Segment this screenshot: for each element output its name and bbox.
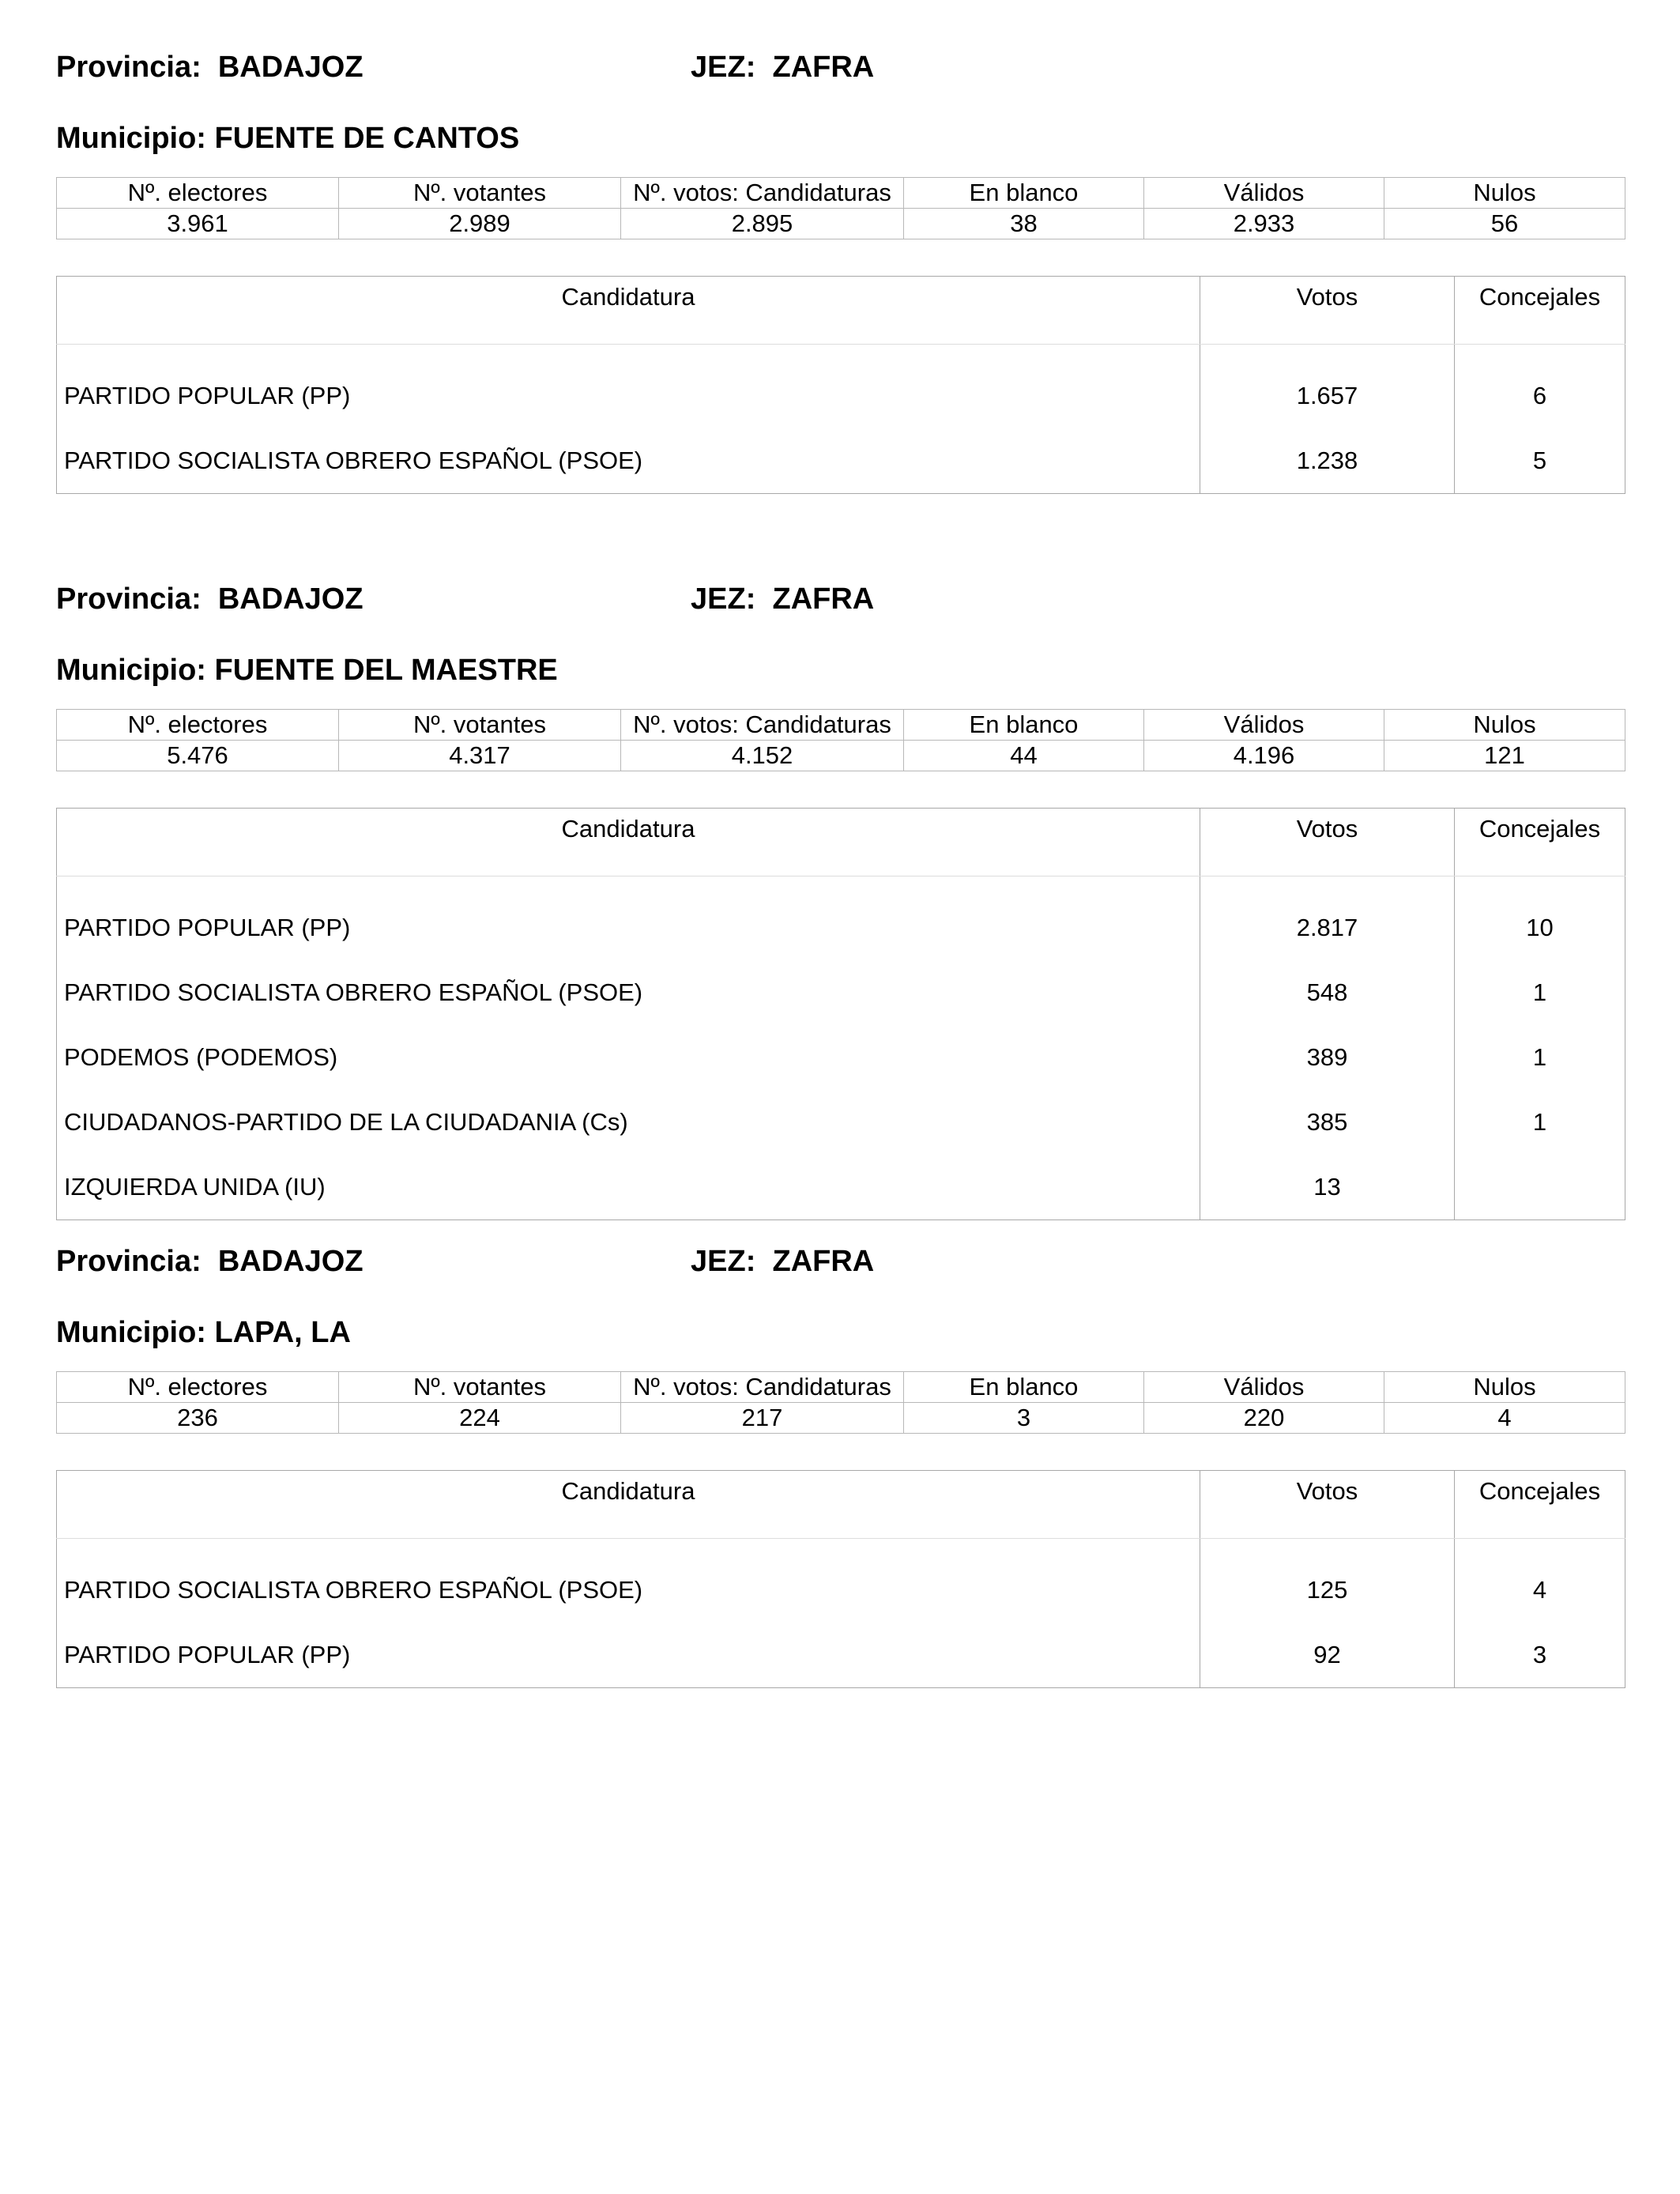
summary-header-cell: En blanco — [904, 1372, 1144, 1403]
municipio-section — [56, 47, 1625, 474]
candidatura-concejales: 1 — [1455, 960, 1625, 1025]
summary-header-cell: Válidos — [1144, 1372, 1384, 1403]
summary-value-cell: 3 — [904, 1403, 1144, 1434]
summary-header-row — [57, 178, 1625, 209]
summary-value-cell: 44 — [904, 741, 1144, 771]
summary-header-cell: Nº. votantes — [339, 710, 621, 741]
jez-label: JEZ: ZAFRA — [691, 51, 875, 84]
candidatura-concejales — [1455, 1155, 1625, 1220]
summary-header-cell: Nº. electores — [57, 178, 339, 209]
candidatura-votos: 125 — [1200, 1558, 1455, 1623]
candidatura-name: PARTIDO SOCIALISTA OBRERO ESPAÑOL (PSOE) — [64, 447, 643, 474]
summary-header-cell: En blanco — [904, 178, 1144, 209]
candidatura-header: Candidatura — [57, 1471, 1200, 1539]
summary-value-cell: 5.476 — [57, 741, 339, 771]
candidaturas-header-row — [57, 277, 1625, 345]
votos-header: Votos — [1200, 277, 1455, 345]
candidatura-name: PARTIDO POPULAR (PP) — [64, 382, 351, 409]
candidatura-name: PARTIDO POPULAR (PP) — [64, 1641, 351, 1668]
summary-header-cell: Nº. electores — [57, 710, 339, 741]
summary-header-cell: Nº. electores — [57, 1372, 339, 1403]
candidatura-votos: 92 — [1200, 1623, 1455, 1688]
summary-header-cell: Nº. votantes — [339, 1372, 621, 1403]
concejales-header: Concejales — [1455, 1471, 1625, 1539]
section-header — [56, 47, 1625, 87]
candidatura-concejales: 3 — [1455, 1623, 1625, 1688]
provincia-label: Provincia: BADAJOZ — [56, 1245, 363, 1278]
candidatura-header: Candidatura — [57, 809, 1200, 876]
candidatura-name: CIUDADANOS-PARTIDO DE LA CIUDADANIA (Cs) — [64, 1108, 628, 1136]
candidaturas-header-row — [57, 809, 1625, 876]
candidatura-concejales: 6 — [1455, 364, 1625, 428]
spacer-row — [57, 876, 1625, 896]
municipio-title: Municipio: LAPA, LA — [56, 1316, 351, 1349]
candidatura-votos: 13 — [1200, 1155, 1455, 1220]
municipio-section — [56, 579, 1625, 1201]
summary-header-row — [57, 1372, 1625, 1403]
candidatura-row — [57, 1090, 1625, 1155]
summary-header-cell: Válidos — [1144, 178, 1384, 209]
candidatura-concejales: 1 — [1455, 1090, 1625, 1155]
candidatura-name: IZQUIERDA UNIDA (IU) — [64, 1173, 326, 1201]
summary-header-cell: En blanco — [904, 710, 1144, 741]
summary-value-cell: 220 — [1144, 1403, 1384, 1434]
candidatura-concejales: 5 — [1455, 428, 1625, 494]
candidatura-concejales: 10 — [1455, 895, 1625, 960]
summary-header-cell: Nº. votos: Candidaturas — [621, 1372, 904, 1403]
candidatura-concejales: 1 — [1455, 1025, 1625, 1090]
votos-header: Votos — [1200, 1471, 1455, 1539]
candidatura-row — [57, 1623, 1625, 1688]
spacer-row — [57, 1539, 1625, 1559]
spacer-row — [57, 345, 1625, 364]
candidatura-row — [57, 895, 1625, 960]
summary-header-cell: Nº. votantes — [339, 178, 621, 209]
summary-value-cell: 2.933 — [1144, 209, 1384, 239]
section-header — [56, 1242, 1625, 1281]
candidaturas-table — [56, 1470, 1625, 1688]
summary-value-cell: 4.317 — [339, 741, 621, 771]
summary-value-cell: 38 — [904, 209, 1144, 239]
summary-header-cell: Nulos — [1384, 1372, 1625, 1403]
summary-value-cell: 3.961 — [57, 209, 339, 239]
candidatura-name: PODEMOS (PODEMOS) — [64, 1043, 338, 1071]
jez-label: JEZ: ZAFRA — [691, 582, 875, 616]
candidatura-row — [57, 428, 1625, 494]
candidatura-name: PARTIDO SOCIALISTA OBRERO ESPAÑOL (PSOE) — [64, 1576, 643, 1604]
candidatura-votos: 389 — [1200, 1025, 1455, 1090]
provincia-label: Provincia: BADAJOZ — [56, 51, 363, 84]
candidaturas-header-row — [57, 1471, 1625, 1539]
candidatura-row — [57, 1558, 1625, 1623]
votos-header: Votos — [1200, 809, 1455, 876]
summary-header-cell: Nulos — [1384, 710, 1625, 741]
candidaturas-table — [56, 808, 1625, 1220]
candidatura-votos: 385 — [1200, 1090, 1455, 1155]
candidatura-name: PARTIDO SOCIALISTA OBRERO ESPAÑOL (PSOE) — [64, 978, 643, 1006]
candidatura-votos: 1.238 — [1200, 428, 1455, 494]
candidatura-row — [57, 1025, 1625, 1090]
summary-value-cell: 2.989 — [339, 209, 621, 239]
summary-value-row — [57, 209, 1625, 239]
concejales-header: Concejales — [1455, 277, 1625, 345]
summary-header-cell: Nº. votos: Candidaturas — [621, 710, 904, 741]
summary-value-cell: 224 — [339, 1403, 621, 1434]
municipio-title: Municipio: FUENTE DEL MAESTRE — [56, 654, 558, 687]
summary-value-cell: 4.152 — [621, 741, 904, 771]
candidatura-votos: 548 — [1200, 960, 1455, 1025]
concejales-header: Concejales — [1455, 809, 1625, 876]
summary-value-cell: 4 — [1384, 1403, 1625, 1434]
summary-header-row — [57, 710, 1625, 741]
summary-header-cell: Válidos — [1144, 710, 1384, 741]
summary-value-cell: 236 — [57, 1403, 339, 1434]
candidatura-votos: 2.817 — [1200, 895, 1455, 960]
summary-value-row — [57, 741, 1625, 771]
candidatura-row — [57, 364, 1625, 428]
candidatura-name: PARTIDO POPULAR (PP) — [64, 914, 351, 941]
summary-value-cell: 2.895 — [621, 209, 904, 239]
candidatura-row — [57, 960, 1625, 1025]
candidatura-header: Candidatura — [57, 277, 1200, 345]
candidatura-concejales: 4 — [1455, 1558, 1625, 1623]
summary-table — [56, 1371, 1625, 1434]
summary-header-cell: Nº. votos: Candidaturas — [621, 178, 904, 209]
jez-label: JEZ: ZAFRA — [691, 1245, 875, 1278]
summary-value-cell: 56 — [1384, 209, 1625, 239]
summary-value-cell: 217 — [621, 1403, 904, 1434]
candidatura-row — [57, 1155, 1625, 1220]
summary-value-cell: 4.196 — [1144, 741, 1384, 771]
municipio-section — [56, 1242, 1625, 1668]
section-header — [56, 579, 1625, 619]
summary-table — [56, 177, 1625, 239]
candidatura-votos: 1.657 — [1200, 364, 1455, 428]
provincia-label: Provincia: BADAJOZ — [56, 582, 363, 616]
municipio-title: Municipio: FUENTE DE CANTOS — [56, 122, 520, 155]
summary-value-cell: 121 — [1384, 741, 1625, 771]
summary-value-row — [57, 1403, 1625, 1434]
summary-table — [56, 709, 1625, 771]
candidaturas-table — [56, 276, 1625, 494]
summary-header-cell: Nulos — [1384, 178, 1625, 209]
